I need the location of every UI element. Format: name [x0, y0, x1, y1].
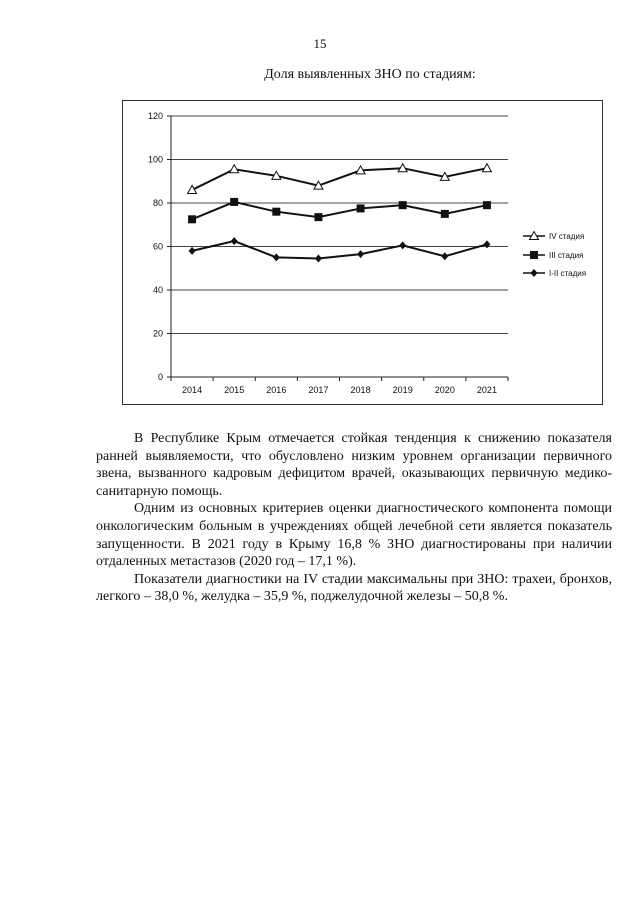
y-tick-label: 120 — [147, 111, 163, 121]
data-point-2-2 — [273, 253, 280, 261]
paragraph-3: Показатели диагностики на IV стадии максимальны при ЗНО: трахеи, бронхов, легкого – 38,0 %, желудка – 35,9 %, поджелудочной железы – 50,8 %. — [96, 571, 612, 605]
x-tick-label: 2017 — [308, 385, 329, 395]
legend-label-1: III стадия — [549, 251, 584, 260]
x-tick-label: 2018 — [350, 385, 371, 395]
x-tick-label: 2014 — [182, 385, 203, 395]
body-text — [96, 430, 612, 606]
data-point-1-4 — [357, 204, 365, 212]
legend-marker-2 — [531, 269, 538, 277]
data-point-2-7 — [483, 240, 490, 248]
paragraph-2: Одним из основных критериев оценки диагностического компонента помощи онкологическим больным в учреждениях общей лечебной сети является показатель запущенности. В 2021 году в Крыму 16,8 % ЗНО диагностированы при наличии отдаленных метастазов (2020 год – 17,1 %). — [96, 501, 612, 570]
legend-marker-1 — [530, 251, 538, 259]
data-point-1-1 — [230, 198, 238, 206]
x-tick-label: 2016 — [266, 385, 287, 395]
data-point-1-5 — [399, 201, 407, 209]
data-point-2-5 — [399, 241, 406, 249]
chart-title: Доля выявленных ЗНО по стадиям: — [264, 67, 476, 82]
paragraph-1: В Республике Крым отмечается стойкая тенденция к снижению показателя ранней выявляемости, что обусловлено низким уровнем организации первичного звена, вызванного кадровым дефицитом врачей, оказывающих первичную медико-санитарную помощь. — [96, 431, 612, 499]
legend-label-2: I-II стадия — [549, 269, 587, 278]
x-tick-label: 2015 — [224, 385, 245, 395]
page-number: 15 — [313, 36, 327, 51]
line-chart — [123, 101, 604, 406]
data-point-2-0 — [189, 247, 196, 255]
y-tick-label: 60 — [152, 241, 163, 252]
data-point-2-1 — [231, 237, 238, 245]
y-tick-label: 40 — [152, 285, 163, 295]
y-tick-label: 20 — [152, 328, 163, 339]
data-point-0-7 — [482, 164, 491, 172]
data-point-2-6 — [441, 252, 448, 260]
legend-label-0: IV стадия — [549, 232, 585, 241]
x-tick-label: 2020 — [434, 385, 455, 395]
y-tick-label: 0 — [157, 372, 163, 382]
x-tick-label: 2021 — [476, 385, 497, 395]
data-point-1-6 — [441, 210, 449, 218]
y-tick-label: 80 — [152, 198, 163, 208]
data-point-1-3 — [314, 213, 322, 221]
data-point-1-0 — [188, 215, 196, 223]
chart-frame — [122, 100, 603, 405]
data-point-1-7 — [483, 201, 491, 209]
y-tick-label: 100 — [147, 154, 163, 165]
data-point-2-4 — [357, 250, 364, 258]
x-tick-label: 2019 — [392, 385, 413, 395]
data-point-1-2 — [272, 208, 280, 216]
data-point-2-3 — [315, 254, 322, 262]
